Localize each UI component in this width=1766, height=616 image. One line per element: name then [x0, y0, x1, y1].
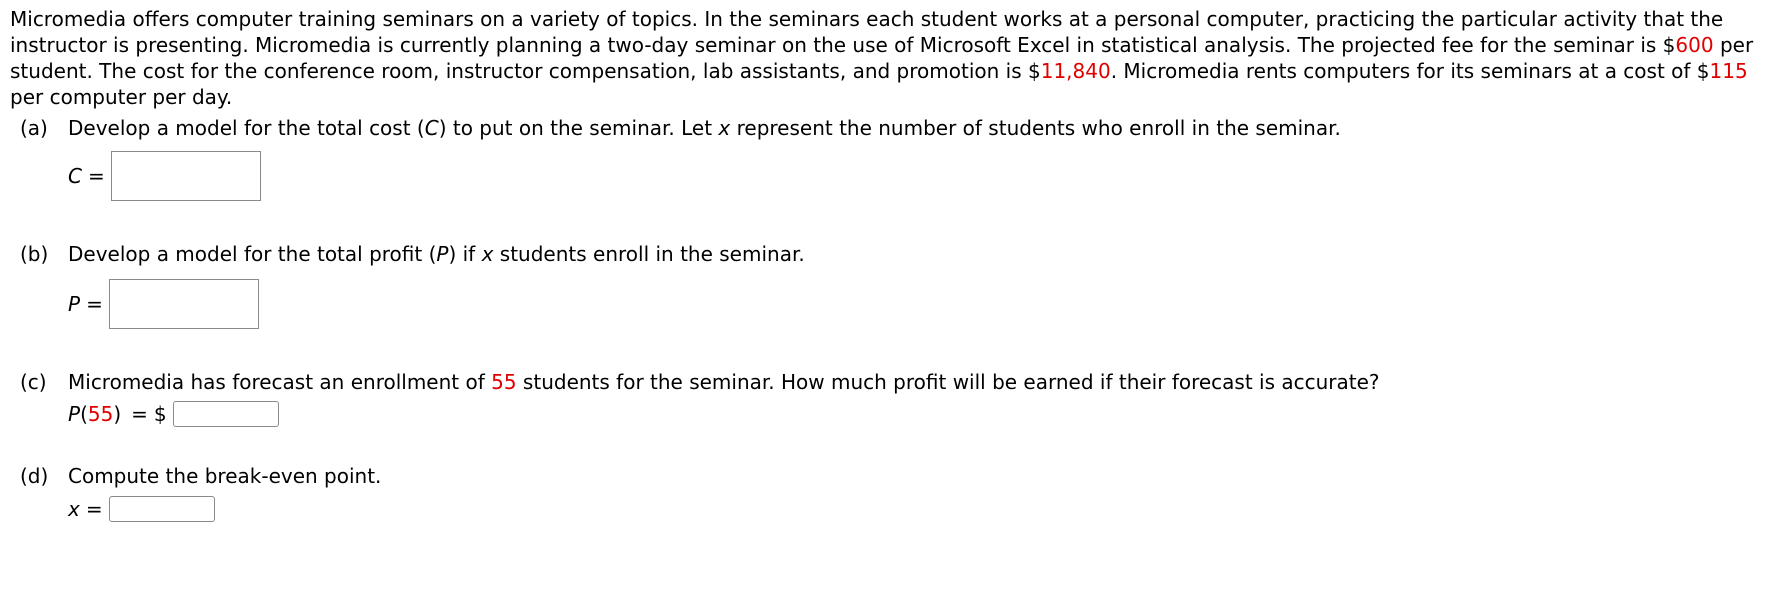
part-b-prompt: [20, 242, 69, 266]
part-b-var: P: [436, 242, 449, 266]
break-even-input[interactable]: [109, 496, 215, 522]
part-a-var: C: [424, 116, 439, 140]
part-a-label: (a): [20, 116, 48, 140]
part-b-text-3: students enroll in the seminar.: [493, 242, 805, 266]
intro-text-3: . Micromedia rents computers for its seminars at a cost of $: [1110, 59, 1710, 83]
answer-a-equals: =: [87, 164, 105, 188]
part-a-text-2: ) to put on the seminar. Let: [438, 116, 719, 140]
part-c-answer-row: [68, 401, 279, 427]
profit-model-input[interactable]: [109, 279, 259, 329]
intro-text-2: per student. The cost for the conference room, instructor compensation, lab assistants, and promotion is $: [10, 33, 1754, 83]
part-b-x: x: [481, 242, 494, 266]
part-c-text-2: students for the seminar. How much profit will be earned if their forecast is accurate?: [516, 370, 1380, 394]
answer-c-currency: $: [153, 402, 167, 426]
answer-c-open-paren: (: [80, 402, 88, 426]
answer-d-var: x: [68, 497, 80, 521]
part-c-text-1: Micromedia has forecast an enrollment of: [68, 370, 492, 394]
part-d-text-1: Compute the break-even point.: [68, 464, 382, 488]
part-a-text-1: Develop a model for the total cost (: [68, 116, 425, 140]
part-c-prompt: [20, 370, 69, 394]
answer-c-equals: =: [131, 402, 148, 426]
part-b-answer-row: [68, 279, 259, 329]
part-d-prompt: [20, 464, 69, 488]
part-d-answer-row: [68, 496, 215, 522]
answer-b-equals: =: [86, 292, 103, 316]
answer-d-equals: =: [85, 497, 103, 521]
part-c-question: [68, 370, 1380, 394]
fixed-cost-value: 11,840: [1040, 59, 1111, 83]
part-a-x: x: [718, 116, 731, 140]
intro-text-1: Micromedia offers computer training seminars on a variety of topics. In the seminars each student works at a personal computer, practicing the particular activity that the instructor is presenting. Micromedia is currently planning a two-day seminar on the use of Microsoft Excel in statistical analysis. The projected fee for the seminar is $: [10, 7, 1724, 57]
part-d-question: [68, 464, 381, 488]
answer-b-var: P: [68, 292, 81, 316]
answer-c-fn: P: [68, 402, 81, 426]
answer-c-arg: 55: [87, 402, 114, 426]
part-b-question: [68, 242, 805, 266]
part-a-text-3: represent the number of students who enroll in the seminar.: [730, 116, 1341, 140]
profit-forecast-input[interactable]: [173, 401, 279, 427]
part-d-label: (d): [20, 464, 49, 488]
part-a-prompt: [20, 116, 69, 140]
part-b-text-1: Develop a model for the total profit (: [68, 242, 437, 266]
seminar-fee-value: 600: [1675, 33, 1714, 57]
answer-a-var: C: [68, 164, 82, 188]
intro-text-4: per computer per day.: [10, 85, 233, 109]
forecast-students-value: 55: [491, 370, 517, 394]
part-a-question: [68, 116, 1341, 140]
part-b-label: (b): [20, 242, 49, 266]
rent-cost-value: 115: [1709, 59, 1748, 83]
cost-model-input[interactable]: [111, 151, 261, 201]
problem-intro: [10, 6, 1762, 110]
answer-c-close-paren: ): [113, 402, 122, 426]
part-a-answer-row: [68, 151, 261, 201]
part-b-text-2: ) if: [448, 242, 482, 266]
part-c-label: (c): [20, 370, 47, 394]
